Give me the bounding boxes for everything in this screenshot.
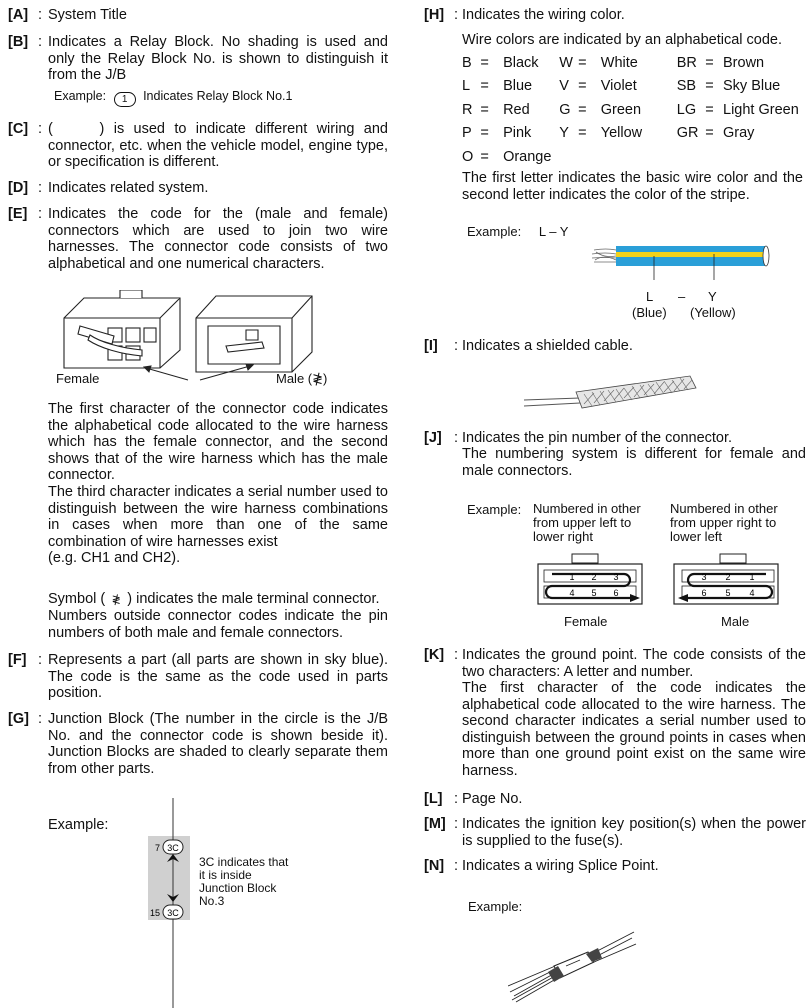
connector-code-paragraph-1: The first character of the connector code indicates the alphabetical code allocated to the wire harness which has the female connector, and the second shows that of the wire harness which has the male connector. [48,401,388,483]
entry-text: Represents a part (all parts are shown in sky blue). The code is the same as the code used in parts position. [48,652,388,701]
color-name: Yellow [600,125,643,141]
colon: : [38,652,43,668]
entry-text: Indicates the ground point. The code consists of the two characters: A letter and number. [462,647,806,680]
pin-number: 3 [613,572,619,582]
colon: : [38,121,43,137]
entry-tag: [L] [424,791,443,807]
color-name: Violet [600,78,637,94]
pin-number: 4 [569,588,575,598]
label-y: Y [708,289,717,304]
junction-example-label: Example: [48,817,109,833]
color-name: White [600,54,638,71]
wire-stripe [616,252,766,257]
equals-sign: = [480,125,489,141]
color-name: Orange [503,148,552,165]
female-pin-label: Female [564,614,608,629]
color-code: BR [676,54,697,71]
splice-point-drawing [508,926,638,1004]
color-code: SB [676,78,697,94]
colon: : [38,206,43,222]
junction-note-line: 3C indicates that [199,855,289,869]
colon: : [454,430,459,446]
entry-text: Page No. [462,791,523,807]
male-connector-drawing [196,296,312,372]
wire-example [467,224,568,241]
male-pin-connector [668,552,788,612]
wire-strands [592,249,616,262]
color-code: L [462,78,471,94]
equals-sign: = [705,125,714,141]
color-name: Pink [503,125,532,141]
color-code: Y [559,125,569,141]
bottom-code-text: 3C [167,908,179,918]
equals-sign: = [480,54,489,71]
wire-drawing [586,240,776,280]
wire-example-code: L – Y [538,224,569,239]
color-code: G [559,101,571,118]
note-line: lower right [533,529,593,544]
color-code: V [559,78,569,94]
color-name: Black [503,54,539,71]
junction-note-line: No.3 [199,894,225,908]
entry-text: ( ) is used to indicate different wiring and connector, etc. when the vehicle model, engine type, or specification is different. [48,121,388,170]
color-code: W [559,54,573,71]
entry-tag: [I] [424,338,438,354]
note-line: from upper left to [533,515,632,530]
symbol-sentence-start: Symbol ( [48,591,106,607]
example-label: Example: [467,224,522,239]
wire-color-row [462,98,812,122]
label-dash: – [678,289,686,304]
equals-sign: = [480,101,489,118]
color-code: GR [676,125,699,141]
relay-example [54,88,292,107]
colon: : [454,7,459,23]
colon: : [38,34,43,50]
symbol-sentence [48,591,393,609]
entry-text: Indicates the pin number of the connector. [462,430,733,446]
entry-tag: [D] [8,180,29,196]
pin-number: 6 [701,588,707,598]
equals-sign: = [480,78,489,94]
color-name: Blue [503,78,533,94]
color-code: LG [676,101,697,118]
color-code: O [462,148,474,165]
color-code: P [462,125,472,141]
wire-color-row [462,75,812,99]
pin-example-label: Example: [467,502,522,517]
wire-color-row [462,122,812,146]
pin-numbers-paragraph: Numbers outside connector codes indicate the pin numbers of both male and female connectors. [48,608,388,641]
top-pin-number: 7 [154,843,160,853]
color-name: Brown [723,54,765,71]
wire-color-note: The first letter indicates the basic wire color and the second letter indicates the color of the stripe. [462,170,803,203]
wire-color-row [462,145,812,169]
entry-tag: [J] [424,430,442,446]
shielded-cable-drawing [520,368,720,418]
example-text: Indicates Relay Block No.1 [143,89,293,103]
female-numbering-note [533,502,641,544]
bottom-pin-number: 15 [149,908,160,918]
entry-tag: [G] [8,711,29,727]
note-line: Numbered in other [533,501,641,516]
equals-sign: = [705,101,714,118]
pin-number: 5 [725,588,731,598]
male-numbering-note [670,502,778,544]
equals-sign: = [705,54,714,71]
colon: : [38,7,43,23]
entry-text: Indicates the ignition key position(s) when the power is supplied to the fuse(s). [462,816,806,849]
colon: : [454,791,459,807]
color-name: Green [600,101,642,118]
colon: : [454,816,459,832]
entry-text-2: The numbering system is different for female and male connectors. [462,446,806,479]
entry-text: Indicates a Relay Block. No shading is used and only the Relay Block No. is shown to distinguish it from the J/B [48,34,388,83]
label-blue: (Blue) [632,305,667,320]
color-name: Light Green [723,101,799,118]
pin-number: 3 [701,572,707,582]
equals-sign: = [480,148,489,165]
equals-sign: = [705,78,714,94]
equals-sign: = [578,125,587,141]
female-connector-drawing [64,290,180,368]
junction-note [199,856,288,908]
entry-text: Indicates the code for the (male and female) connectors which are used to join two wire harnesses. The connector code consists of two alphabetical and one numerical characters. [48,206,388,272]
wire-color-row [462,51,812,75]
relay-block-symbol: 1 [114,92,136,107]
male-label: Male (≹) [276,371,328,386]
junction-note-line: Junction Block [199,881,277,895]
color-name: Sky Blue [723,78,781,94]
connector-code-example: (e.g. CH1 and CH2). [48,550,181,566]
connector-code-paragraph-2: The third character indicates a serial number used to distinguish between the wire harness combinations in cases when more than one of the same combination of wire harnesses exist [48,484,388,550]
entry-tag: [K] [424,647,445,663]
junction-note-line: it is inside [199,868,252,882]
color-code: B [462,54,472,71]
entry-tag: [A] [8,7,29,23]
colon: : [38,180,43,196]
pin-number: 2 [591,572,597,582]
entry-text: Indicates related system. [48,180,209,196]
note-line: Numbered in other [670,501,778,516]
pin-number: 5 [591,588,597,598]
equals-sign: = [578,101,587,118]
entry-tag: [F] [8,652,27,668]
equals-sign: = [578,78,587,94]
entry-text-2: The first character of the code indicates the alphabetical code allocated to the wire harness. The second character indicates a serial number used to distinguish between the ground points in cases when more than one ground point exist on the same wire harness. [462,680,806,779]
wire-color-subtitle: Wire colors are indicated by an alphabetical code. [462,32,782,48]
pin-number: 1 [749,572,755,582]
entry-tag: [H] [424,7,445,23]
entry-tag: [B] [8,34,29,50]
colon: : [454,338,459,354]
wire-color-table [462,51,812,169]
entry-text: Indicates a wiring Splice Point. [462,858,659,874]
color-name: Gray [723,125,755,141]
pin-number: 1 [569,572,575,582]
entry-text: System Title [48,7,127,23]
equals-sign: = [578,54,587,71]
pin-number: 4 [749,588,755,598]
entry-tag: [C] [8,121,29,137]
color-code: R [462,101,473,118]
connector-illustration [50,290,390,390]
female-pin-connector [532,552,652,612]
entry-text: Indicates the wiring color. [462,7,625,23]
colon: : [454,858,459,874]
note-line: lower left [670,529,723,544]
splice-example-label: Example: [468,899,523,914]
entry-text: Junction Block (The number in the circle is the J/B No. and the connector code is shown beside it). Junction Blocks are shaded to clearly separate them from other parts. [48,711,388,777]
example-label: Example: [54,89,107,103]
entry-tag: [M] [424,816,446,832]
top-code-text: 3C [167,843,179,853]
pin-number: 6 [613,588,619,598]
symbol-sentence-end: ) indicates the male terminal connector. [127,591,380,607]
colon: : [454,647,459,663]
entry-tag: [E] [8,206,28,222]
note-line: from upper right to [670,515,777,530]
entry-tag: [N] [424,858,445,874]
entry-text: Indicates a shielded cable. [462,338,633,354]
label-l: L [646,289,654,304]
male-pin-label: Male [721,614,750,629]
color-name: Red [503,101,530,118]
colon: : [38,711,43,727]
label-yellow: (Yellow) [690,305,736,320]
pin-number: 2 [725,572,731,582]
female-label: Female [56,371,100,386]
male-symbol-icon: ≹ [111,594,121,606]
